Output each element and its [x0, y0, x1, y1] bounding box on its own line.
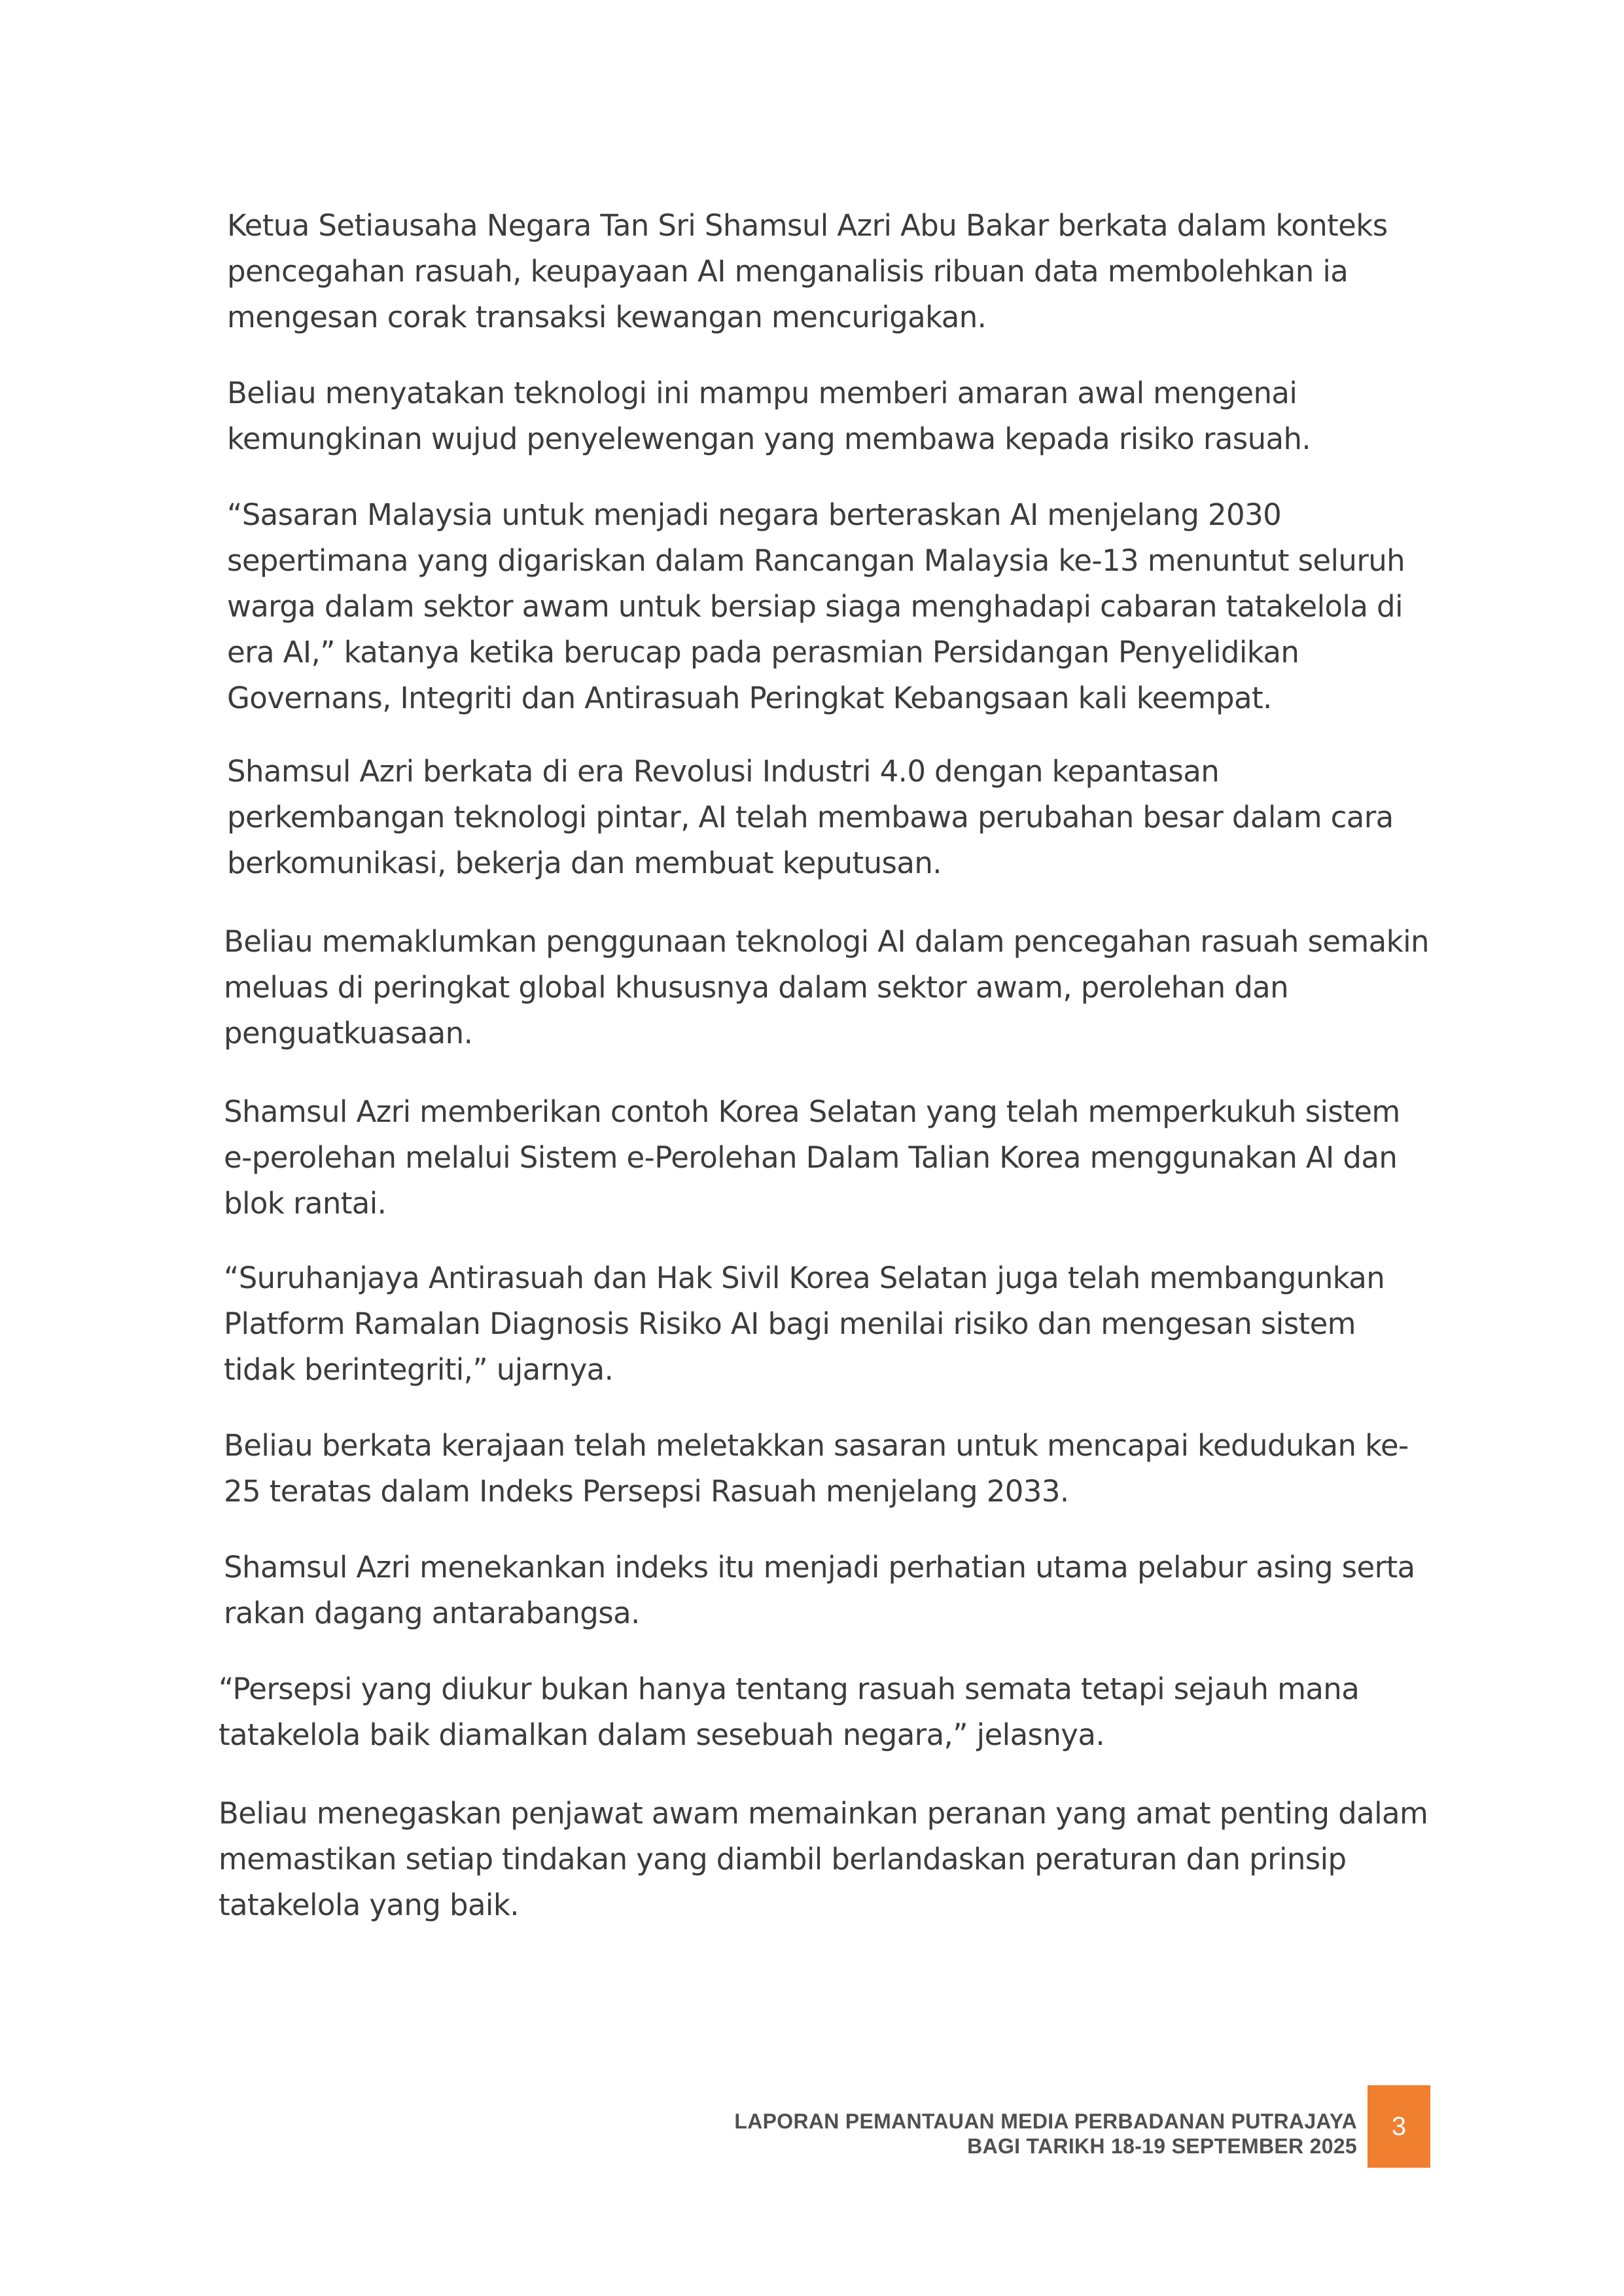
footer-title: LAPORAN PEMANTAUAN MEDIA PERBADANAN PUTRAJAYA	[734, 2109, 1357, 2133]
paragraph-6: Shamsul Azri memberikan contoh Korea Selatan yang telah memperkukuh sistem e-perolehan melalui Sistem e-Perolehan Dalam Talian Korea menggunakan AI dan blok rantai.	[224, 1094, 1400, 1221]
footer-date: BAGI TARIKH 18-19 SEPTEMBER 2025	[967, 2134, 1357, 2158]
paragraph-10: “Persepsi yang diukur bukan hanya tentang rasuah semata tetapi sejauh mana tatakelola baik diamalkan dalam sesebuah negara,” jelasnya.	[219, 1672, 1360, 1752]
paragraph-8: Beliau berkata kerajaan telah meletakkan sasaran untuk mencapai kedudukan ke-25 teratas dalam Indeks Persepsi Rasuah menjelang 2033.	[224, 1428, 1409, 1509]
paragraph-7: “Suruhanjaya Antirasuah dan Hak Sivil Korea Selatan juga telah membangunkan Platform Ramalan Diagnosis Risiko AI bagi menilai risiko dan mengesan sistem tidak berintegriti,” ujarnya.	[224, 1261, 1385, 1387]
paragraph-2: Beliau menyatakan teknologi ini mampu memberi amaran awal mengenai kemungkinan wujud penyelewengan yang membawa kepada risiko rasuah.	[227, 376, 1311, 456]
paragraph-5: Beliau memaklumkan penggunaan teknologi AI dalam pencegahan rasuah semakin meluas di peringkat global khususnya dalam sektor awam, perolehan dan penguatkuasaan.	[224, 924, 1429, 1050]
report-footer	[734, 2109, 1357, 2159]
paragraph-1: Ketua Setiausaha Negara Tan Sri Shamsul Azri Abu Bakar berkata dalam konteks pencegahan rasuah, keupayaan AI menganalisis ribuan data membolehkan ia mengesan corak transaksi kewangan mencurigakan.	[227, 208, 1388, 334]
paragraph-9: Shamsul Azri menekankan indeks itu menjadi perhatian utama pelabur asing serta rakan dagang antarabangsa.	[224, 1550, 1415, 1630]
paragraph-11: Beliau menegaskan penjawat awam memainkan peranan yang amat penting dalam memastikan setiap tindakan yang diambil berlandaskan peraturan dan prinsip tatakelola yang baik.	[219, 1796, 1428, 1922]
paragraph-4: Shamsul Azri berkata di era Revolusi Industri 4.0 dengan kepantasan perkembangan teknologi pintar, AI telah membawa perubahan besar dalam cara berkomunikasi, bekerja dan membuat keputusan.	[227, 754, 1394, 880]
paragraph-3: “Sasaran Malaysia untuk menjadi negara berteraskan AI menjelang 2030 sepertimana yang digariskan dalam Rancangan Malaysia ke-13 menuntut seluruh warga dalam sektor awam untuk bersiap siaga menghadapi cabaran tatakelola di era AI,” katanya ketika berucap pada perasmian Persidangan Penyelidikan Governans, Integriti dan Antirasuah Peringkat Kebangsaan kali keempat.	[227, 497, 1405, 715]
page-number-badge: 3	[1368, 2085, 1430, 2168]
